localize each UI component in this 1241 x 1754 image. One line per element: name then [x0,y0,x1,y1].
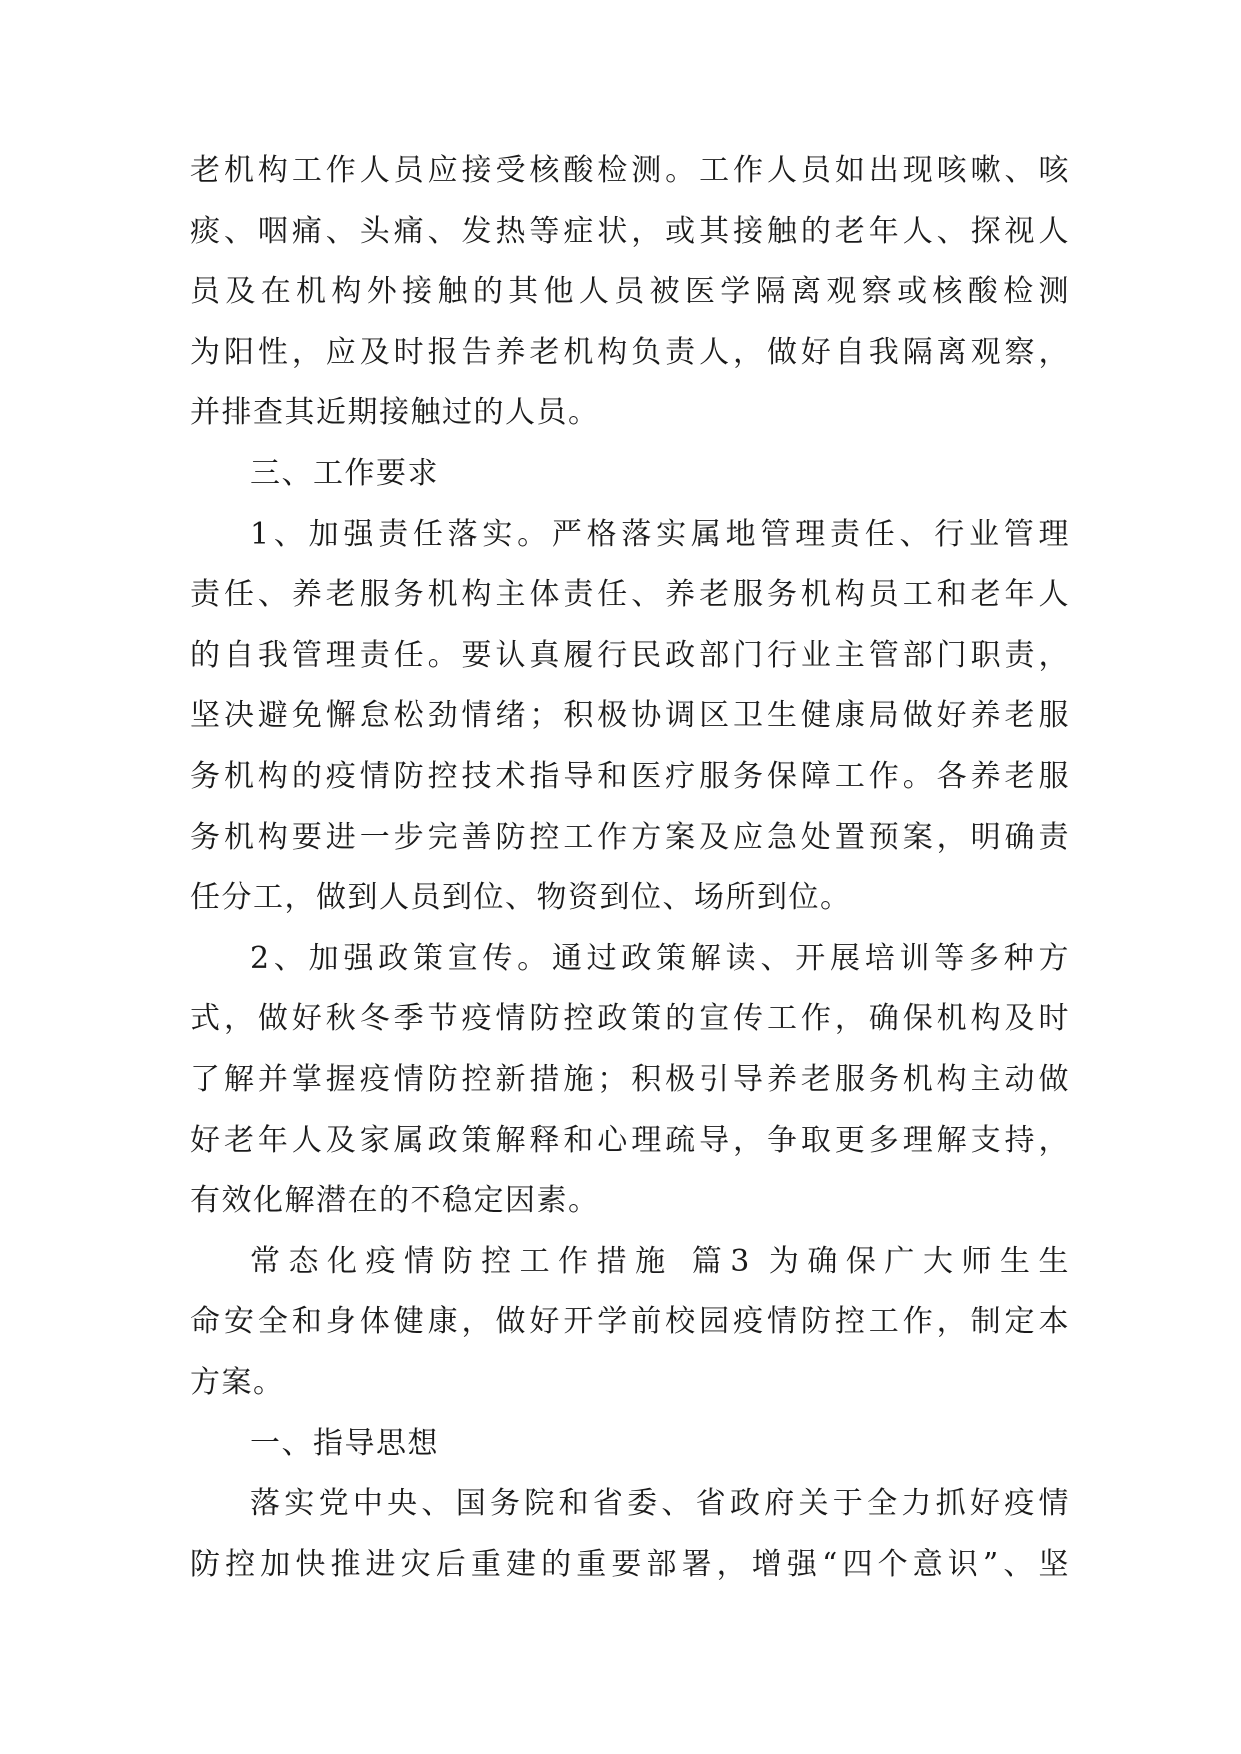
text-line: 员及在机构外接触的其他人员被医学隔离观察或核酸检测 [190,274,1070,310]
text-line: 并排查其近期接触过的人员。 [190,395,600,431]
text-line: 任分工，做到人员到位、物资到位、场所到位。 [190,880,852,916]
text-line: 老机构工作人员应接受核酸检测。工作人员如出现咳嗽、咳 [190,153,1070,188]
text-line: 痰、咽痛、头痛、发热等症状，或其接触的老年人、探视人 [190,213,1070,249]
text-line: 防控加快推进灾后重建的重要部署，增强“四个意识”、坚 [190,1546,1070,1582]
text-line: 的自我管理责任。要认真履行民政部门行业主管部门职责， [190,637,1070,673]
text-line: 责任、养老服务机构主体责任、养老服务机构员工和老年人 [190,577,1070,613]
text-line: 落实党中央、国务院和省委、省政府关于全力抓好疫情 [250,1486,1070,1522]
text-line: 常态化疫情防控工作措施 篇3 为确保广大师生生 [250,1243,1070,1279]
text-line: 为阳性，应及时报告养老机构负责人，做好自我隔离观察， [190,334,1070,370]
text-line: 好老年人及家属政策解释和心理疏导，争取更多理解支持， [190,1122,1070,1158]
text-line: 有效化解潜在的不稳定因素。 [190,1183,600,1219]
text-line: 坚决避免懈怠松劲情绪；积极协调区卫生健康局做好养老服 [190,698,1070,734]
text-line: 2、加强政策宣传。通过政策解读、开展培训等多种方 [250,940,1070,976]
text-line: 式，做好秋冬季节疫情防控政策的宣传工作，确保机构及时 [190,1001,1070,1037]
text-line: 三、工作要求 [250,456,439,491]
text-line: 了解并掌握疫情防控新措施；积极引导养老服务机构主动做 [190,1062,1070,1097]
text-line: 务机构要进一步完善防控工作方案及应急处置预案，明确责 [190,819,1070,855]
text-line: 一、指导思想 [250,1425,439,1461]
text-line: 务机构的疫情防控技术指导和医疗服务保障工作。各养老服 [190,759,1070,794]
text-line: 1、加强责任落实。严格落实属地管理责任、行业管理 [250,516,1070,552]
text-line: 命安全和身体健康，做好开学前校园疫情防控工作，制定本 [190,1304,1070,1340]
text-line: 方案。 [190,1365,285,1400]
